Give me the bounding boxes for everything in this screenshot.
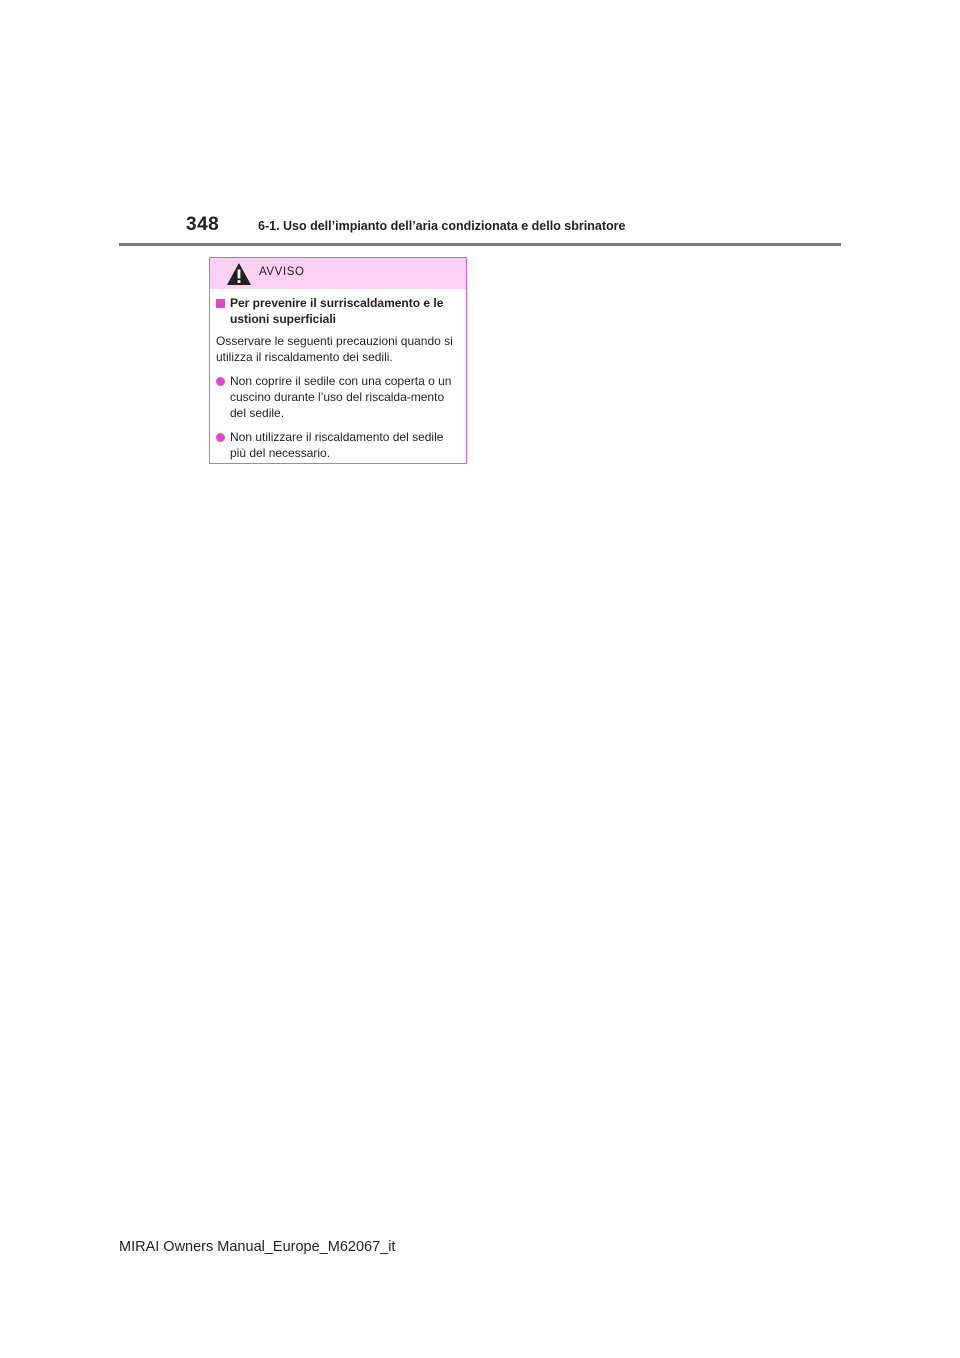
warning-title: AVVISO	[259, 266, 305, 278]
list-item-text: Non coprire il sedile con una coperta o un cuscino durante l’uso del riscalda-mento del sedile.	[230, 374, 452, 420]
warning-body	[210, 289, 466, 461]
footer-manual-id: MIRAI Owners Manual_Europe_M62067_it	[119, 1239, 396, 1255]
warning-header	[210, 258, 466, 289]
circle-bullet-icon	[216, 433, 225, 442]
warning-heading-row	[216, 295, 460, 327]
circle-bullet-icon	[216, 377, 225, 386]
list-item	[216, 429, 460, 461]
header-rule	[119, 243, 841, 246]
warning-triangle-icon	[226, 262, 252, 286]
warning-box	[209, 257, 467, 464]
warning-heading: Per prevenire il surriscaldamento e le ustioni superficiali	[230, 296, 444, 326]
list-item	[216, 373, 460, 421]
square-bullet-icon	[216, 299, 225, 308]
section-title: 6-1. Uso dell’impianto dell’aria condizionata e dello sbrinatore	[258, 219, 626, 233]
page-number: 348	[186, 214, 220, 235]
warning-intro: Osservare le seguenti precauzioni quando si utilizza il riscaldamento dei sedili.	[216, 334, 453, 364]
list-item-text: Non utilizzare il riscaldamento del sedile più del necessario.	[230, 430, 444, 460]
